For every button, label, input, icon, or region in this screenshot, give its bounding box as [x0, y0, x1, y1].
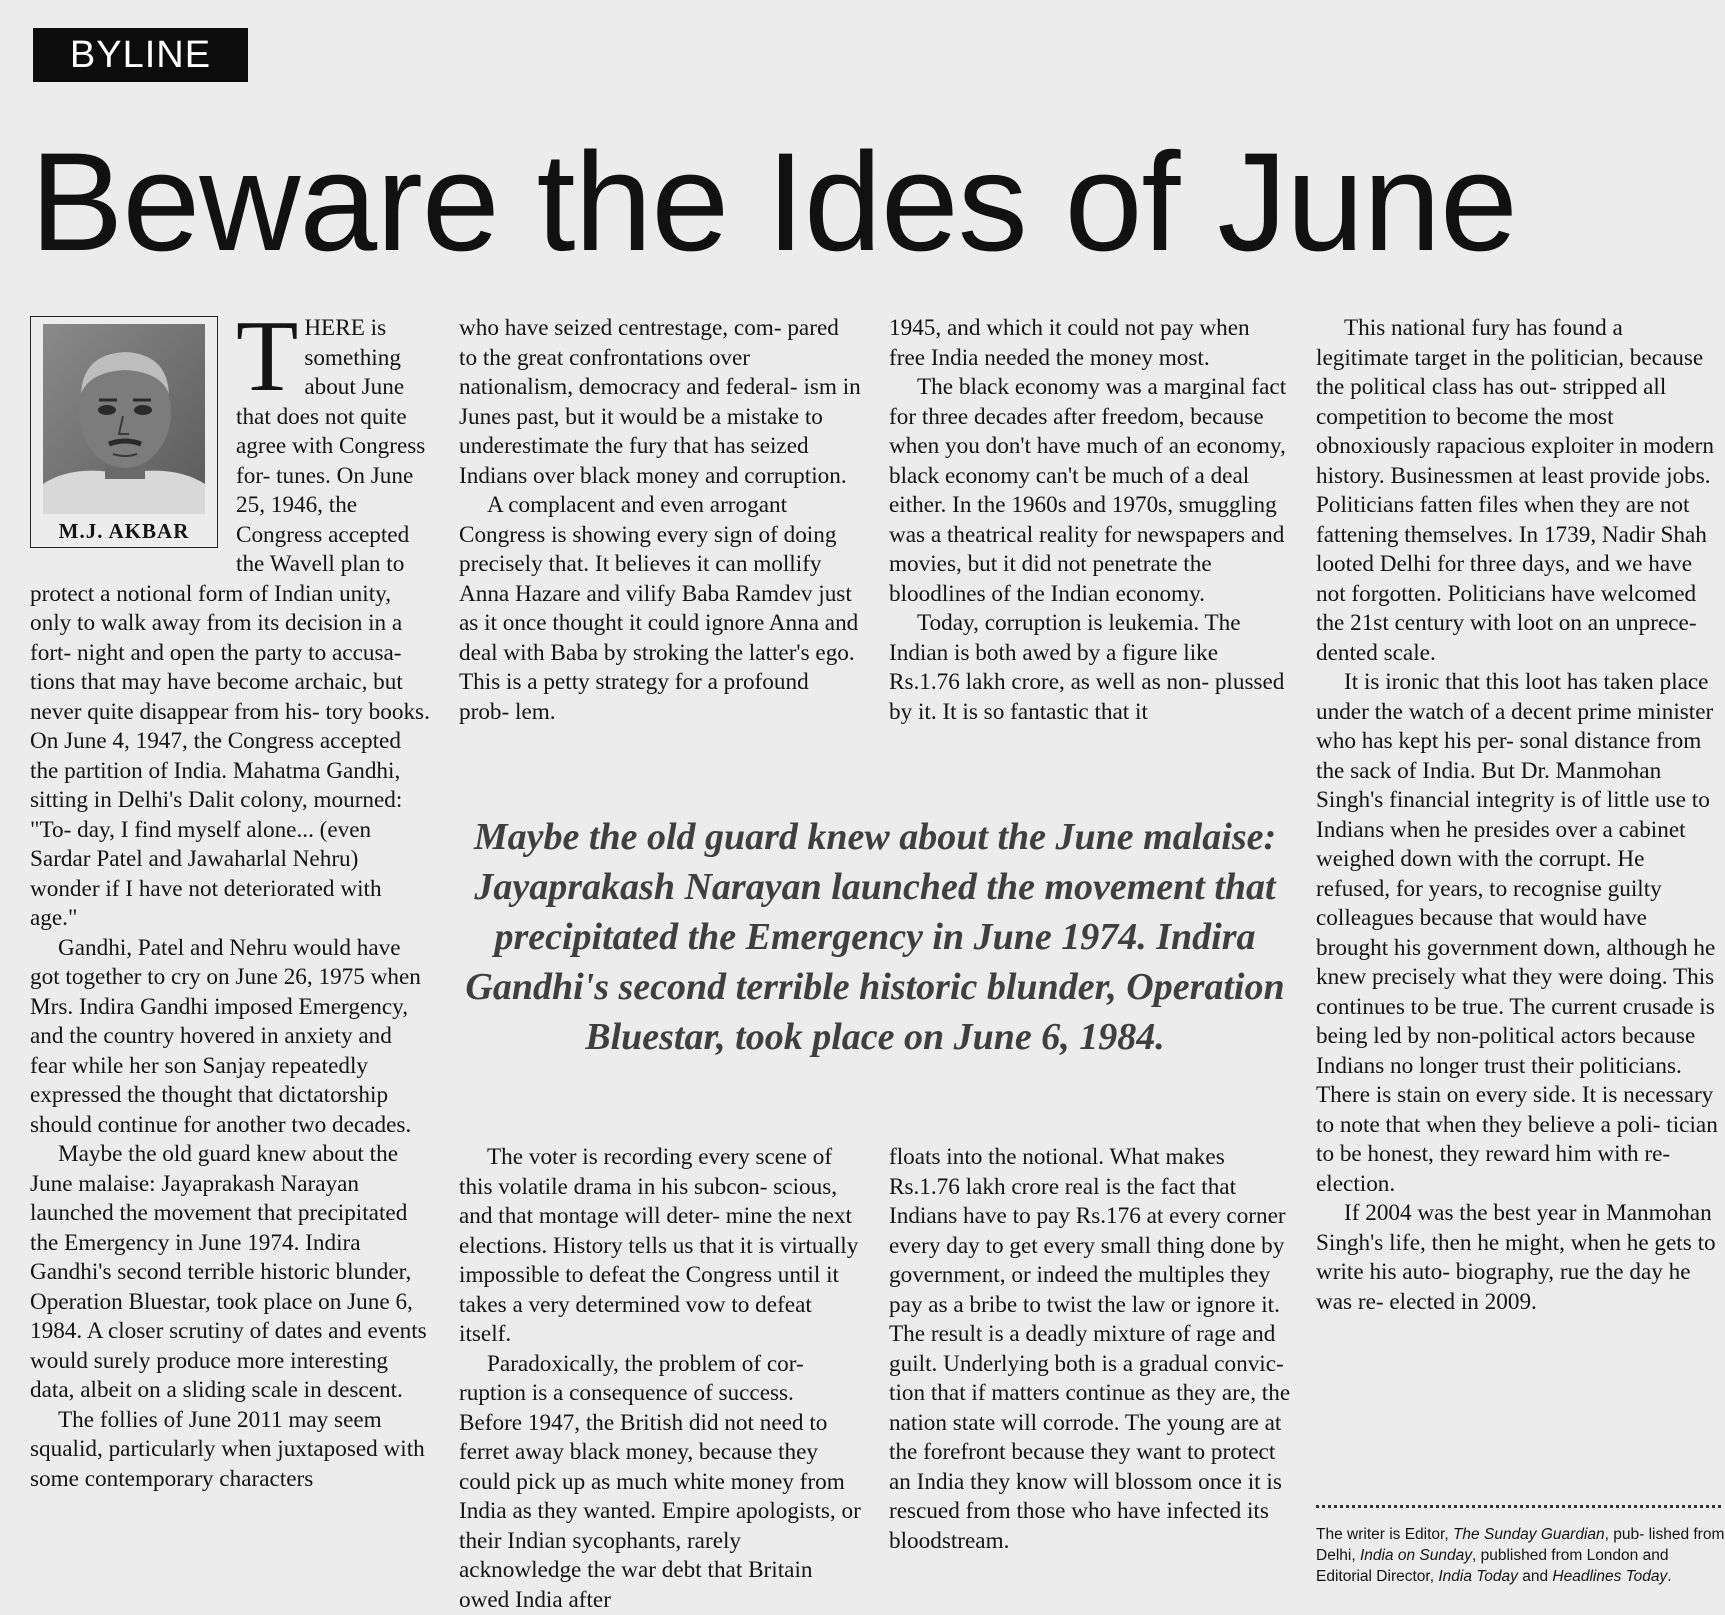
paragraph: This national fury has found a legitimate target in the politician, because the political class has out- stripped all competition to become the most obnoxiously rapacious exploiter in modern history. Businessmen at least provide jobs. Politicians fatten files when they are not fattening themselves. In 1739, Nadir Shah looted Delhi for three days, and we have not forgotten. Politicians have welcomed the 21st century with loot on an unprece- dented scale.	[1316, 314, 1721, 668]
article-column-4	[1316, 314, 1721, 1317]
note-text: The writer is Editor,	[1316, 1526, 1453, 1543]
section-tag: BYLINE	[33, 28, 248, 82]
article-column-3-top	[889, 314, 1291, 727]
note-text: and	[1518, 1568, 1552, 1585]
paragraph: Gandhi, Patel and Nehru would have got together to cry on June 26, 1975 when Mrs. Indira Gandhi imposed Emergency, and the country hovered in anxiety and fear while her son Sanjay repeatedly expressed the thought that dictatorship should continue for another two decades.	[30, 934, 433, 1141]
paragraph: Today, corruption is leukemia. The Indian is both awed by a figure like Rs.1.76 lakh crore, as well as non- plussed by it. It is so fantastic that it	[889, 609, 1291, 727]
drop-cap: T	[236, 318, 298, 402]
note-publication: India Today	[1438, 1568, 1518, 1585]
headline: Beware the Ides of June	[30, 132, 1517, 272]
paragraph: The black economy was a marginal fact for three decades after freedom, because when you don't have much of an economy, black economy can't be much of a deal either. In the 1960s and 1970s, smuggling was a theatrical reality for newspapers and movies, but it did not penetrate the bloodlines of the Indian economy.	[889, 373, 1291, 609]
author-caption: M.J. AKBAR	[31, 519, 217, 544]
note-publication: The Sunday Guardian	[1453, 1526, 1605, 1543]
author-note	[1316, 1524, 1725, 1587]
paragraph: The voter is recording every scene of this volatile drama in his subcon- scious, and that montage will deter- mine the next elections. History tells us that it is virtually impossible to defeat the Congress until it takes a very determined vow to defeat itself.	[459, 1143, 861, 1350]
note-publication: India on Sunday	[1360, 1547, 1472, 1564]
dotted-divider	[1316, 1505, 1721, 1508]
note-text: , pub- lished from Delhi,	[1316, 1526, 1724, 1564]
paragraph-text: HERE is something about June that does not quite agree with Congress for- tunes. On June 25, 1946, the Congress accepted the Wavell plan to protect a notional form of Indian unity, only to walk away from its decision in a fort- night and open the party to accusa- tions that may have become archaic, but never quite disappear from his- tory books. On June 4, 1947, the Congress accepted the partition of India. Mahatma Gandhi, sitting in Delhi's Dalit colony, mourned: "To- day, I find myself alone... (even Sardar Patel and Jawaharlal Nehru) wonder if I have not deteriorated with age."	[30, 315, 430, 931]
paragraph: Maybe the old guard knew about the June malaise: Jayaprakash Narayan launched the movement that precipitated the Emergency in June 1974. Indira Gandhi's second terrible historic blunder, Operation Bluestar, took place on June 6, 1984. A closer scrutiny of dates and events would surely produce more interesting data, albeit on a sliding scale in descent.	[30, 1140, 433, 1406]
paragraph: It is ironic that this loot has taken place under the watch of a decent prime minister who has kept his per- sonal distance from the sack of India. But Dr. Manmohan Singh's financial integrity is of little use to Indians when he presides over a cabinet weighed down with the corrupt. He refused, for years, to recognise guilty colleagues because that would have brought his government down, although he knew precisely what they were doing. This continues to be true. The current crusade is being led by non-political actors because Indians no longer trust their politicians. There is stain on every side. It is necessary to note that when they believe a poli- tician to be honest, they reward him with re-election.	[1316, 668, 1721, 1199]
article-column-3-bottom	[889, 1143, 1291, 1556]
note-publication: Headlines Today	[1552, 1568, 1667, 1585]
paragraph: floats into the notional. What makes Rs.1.76 lakh crore real is the fact that Indians have to pay Rs.176 at every corner every day to get every small thing done by government, or indeed the multiples they pay as a bribe to twist the law or ignore it. The result is a deadly mixture of rage and guilt. Underlying both is a gradual convic- tion that if matters continue as they are, the nation state will corrode. The young are at the forefront because they want to protect an India they know will blossom once it is rescued from those who have infected its bloodstream.	[889, 1143, 1291, 1556]
paragraph: A complacent and even arrogant Congress is showing every sign of doing precisely that. It believes it can mollify Anna Hazare and vilify Baba Ramdev just as it once thought it could ignore Anna and deal with Baba by stroking the latter's ego. This is a petty strategy for a profound prob- lem.	[459, 491, 861, 727]
paragraph: The follies of June 2011 may seem squalid, particularly when juxtaposed with some contemporary characters	[30, 1406, 433, 1495]
paragraph: If 2004 was the best year in Manmohan Singh's life, then he might, when he gets to write his auto- biography, rue the day he was re- elected in 2009.	[1316, 1199, 1721, 1317]
article-column-1	[30, 314, 433, 1494]
note-text: , published from London and Editorial Director,	[1316, 1547, 1668, 1585]
photo-spacer	[30, 314, 236, 577]
paragraph: Paradoxically, the problem of cor- ruption is a consequence of success. Before 1947, the British did not need to ferret away black money, because they could pick up as much white money from India as they wanted. Empire apologists, or their Indian sycophants, rarely acknowledge the war debt that Britain owed India after	[459, 1350, 861, 1615]
pull-quote: Maybe the old guard knew about the June malaise: Jayaprakash Narayan launched the movement that precipitated the Emergency in June 1974. Indira Gandhi's second terrible historic blunder, Operation Bluestar, took place on June 6, 1984.	[456, 812, 1294, 1062]
paragraph: who have seized centrestage, com- pared to the great confrontations over nationalism, democracy and federal- ism in Junes past, but it would be a mistake to underestimate the fury that has seized Indians over black money and corruption.	[459, 314, 861, 491]
article-column-2-top	[459, 314, 861, 727]
paragraph: 1945, and which it could not pay when free India needed the money most.	[889, 314, 1291, 373]
article-column-2-bottom	[459, 1143, 861, 1615]
note-text: .	[1667, 1568, 1671, 1585]
